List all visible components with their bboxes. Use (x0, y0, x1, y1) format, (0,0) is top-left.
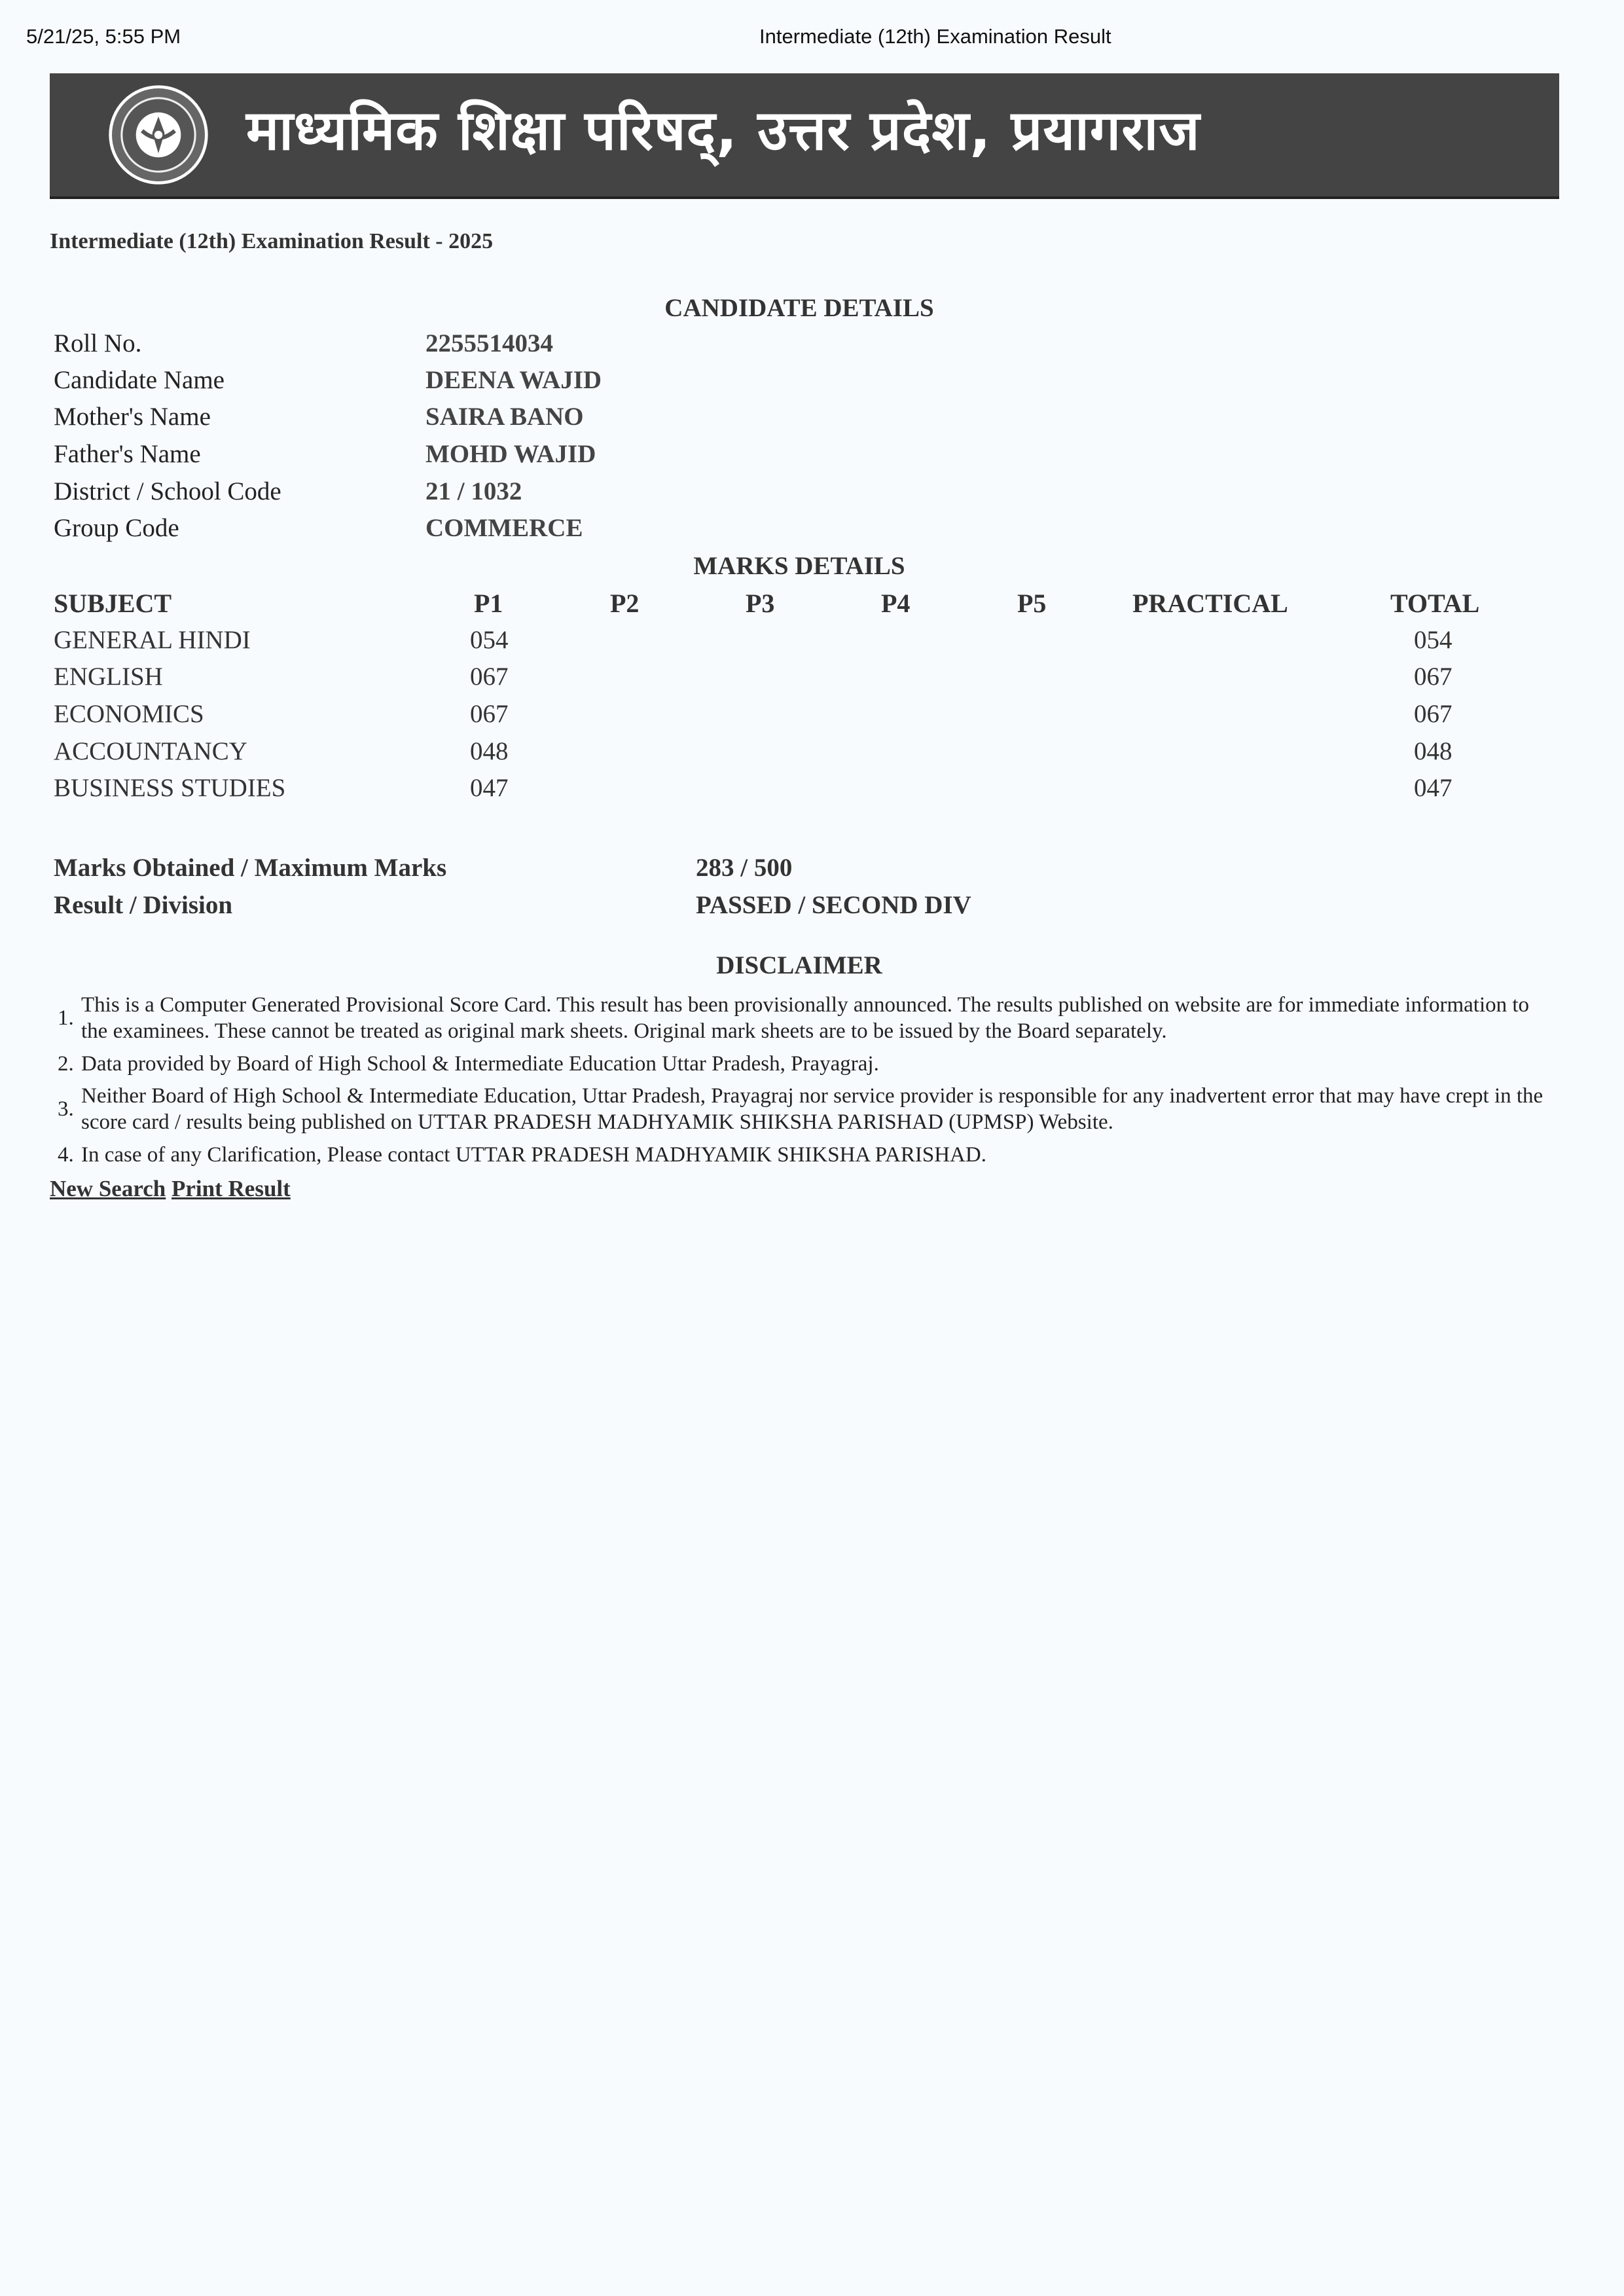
subject-cell: GENERAL HINDI (54, 626, 251, 654)
p1-cell: 048 (470, 737, 509, 765)
field-value: SAIRA BANO (425, 403, 584, 431)
field-value: 21 / 1032 (425, 477, 522, 505)
marks-obtained-label: Marks Obtained / Maximum Marks (54, 854, 447, 882)
upmsp-seal-icon (107, 84, 209, 186)
total-cell: 048 (1414, 737, 1453, 765)
print-page-title: Intermediate (12th) Examination Result (759, 25, 1111, 48)
field-label: Father's Name (54, 440, 201, 468)
p1-cell: 054 (470, 626, 509, 654)
field-value: DEENA WAJID (425, 366, 602, 394)
disclaimer-text: Neither Board of High School & Intermediate Education, Uttar Pradesh, Prayagraj nor service provider is responsible for any inadvertent error that may have crept in the score card / results being published on UTTAR PRADESH MADHYAMIK SHIKSHA PARISHAD (UPMSP) Website. (81, 1084, 1543, 1134)
action-links (50, 1176, 291, 1202)
disclaimer-text: In case of any Clarification, Please contact UTTAR PRADESH MADHYAMIK SHIKSHA PARISHAD. (81, 1143, 986, 1167)
col-header-p1: P1 (474, 589, 503, 618)
col-header-practical: PRACTICAL (1132, 589, 1288, 618)
candidate-details-title: CANDIDATE DETAILS (664, 294, 934, 322)
marks-details-title: MARKS DETAILS (693, 552, 905, 580)
print-datetime: 5/21/25, 5:55 PM (26, 25, 181, 48)
col-header-total: TOTAL (1390, 589, 1480, 618)
subject-cell: BUSINESS STUDIES (54, 774, 286, 802)
field-value: MOHD WAJID (425, 440, 596, 468)
total-cell: 047 (1414, 774, 1453, 802)
field-value: COMMERCE (425, 514, 583, 542)
disclaimer-text: Data provided by Board of High School & Intermediate Education Uttar Pradesh, Prayagraj. (81, 1052, 879, 1076)
field-label: Mother's Name (54, 403, 211, 431)
subject-cell: ACCOUNTANCY (54, 737, 247, 765)
field-value: 2255514034 (425, 329, 553, 357)
disclaimer-text: This is a Computer Generated Provisional Score Card. This result has been provisionally announced. The results published on website are for immediate information to the examinees. These cannot be treated as original mark sheets. Original mark sheets are to be issued by the Board separately. (81, 993, 1530, 1043)
p1-cell: 047 (470, 774, 509, 802)
disclaimer-title: DISCLAIMER (716, 951, 882, 979)
field-label: Group Code (54, 514, 179, 542)
new-search-link[interactable]: New Search (50, 1176, 166, 1201)
result-division-value: PASSED / SECOND DIV (696, 891, 971, 919)
total-cell: 067 (1414, 663, 1453, 691)
subject-cell: ENGLISH (54, 663, 163, 691)
board-banner (50, 73, 1559, 199)
print-header (26, 25, 1598, 51)
p1-cell: 067 (470, 700, 509, 728)
result-heading: Intermediate (12th) Examination Result - 2025 (50, 229, 494, 253)
subject-cell: ECONOMICS (54, 700, 204, 728)
field-label: Roll No. (54, 329, 142, 357)
col-header-p3: P3 (746, 589, 775, 618)
print-result-link[interactable]: Print Result (171, 1176, 291, 1201)
field-label: Candidate Name (54, 366, 225, 394)
col-header-p5: P5 (1017, 589, 1047, 618)
total-cell: 067 (1414, 700, 1453, 728)
col-header-subject: SUBJECT (54, 589, 172, 618)
col-header-p2: P2 (610, 589, 640, 618)
marks-obtained-value: 283 / 500 (696, 854, 793, 882)
board-title: माध्यमिक शिक्षा परिषद्, उत्तर प्रदेश, प्रयागराज (246, 98, 1200, 162)
total-cell: 054 (1414, 626, 1453, 654)
p1-cell: 067 (470, 663, 509, 691)
field-label: District / School Code (54, 477, 281, 505)
col-header-p4: P4 (881, 589, 911, 618)
result-division-label: Result / Division (54, 891, 233, 919)
